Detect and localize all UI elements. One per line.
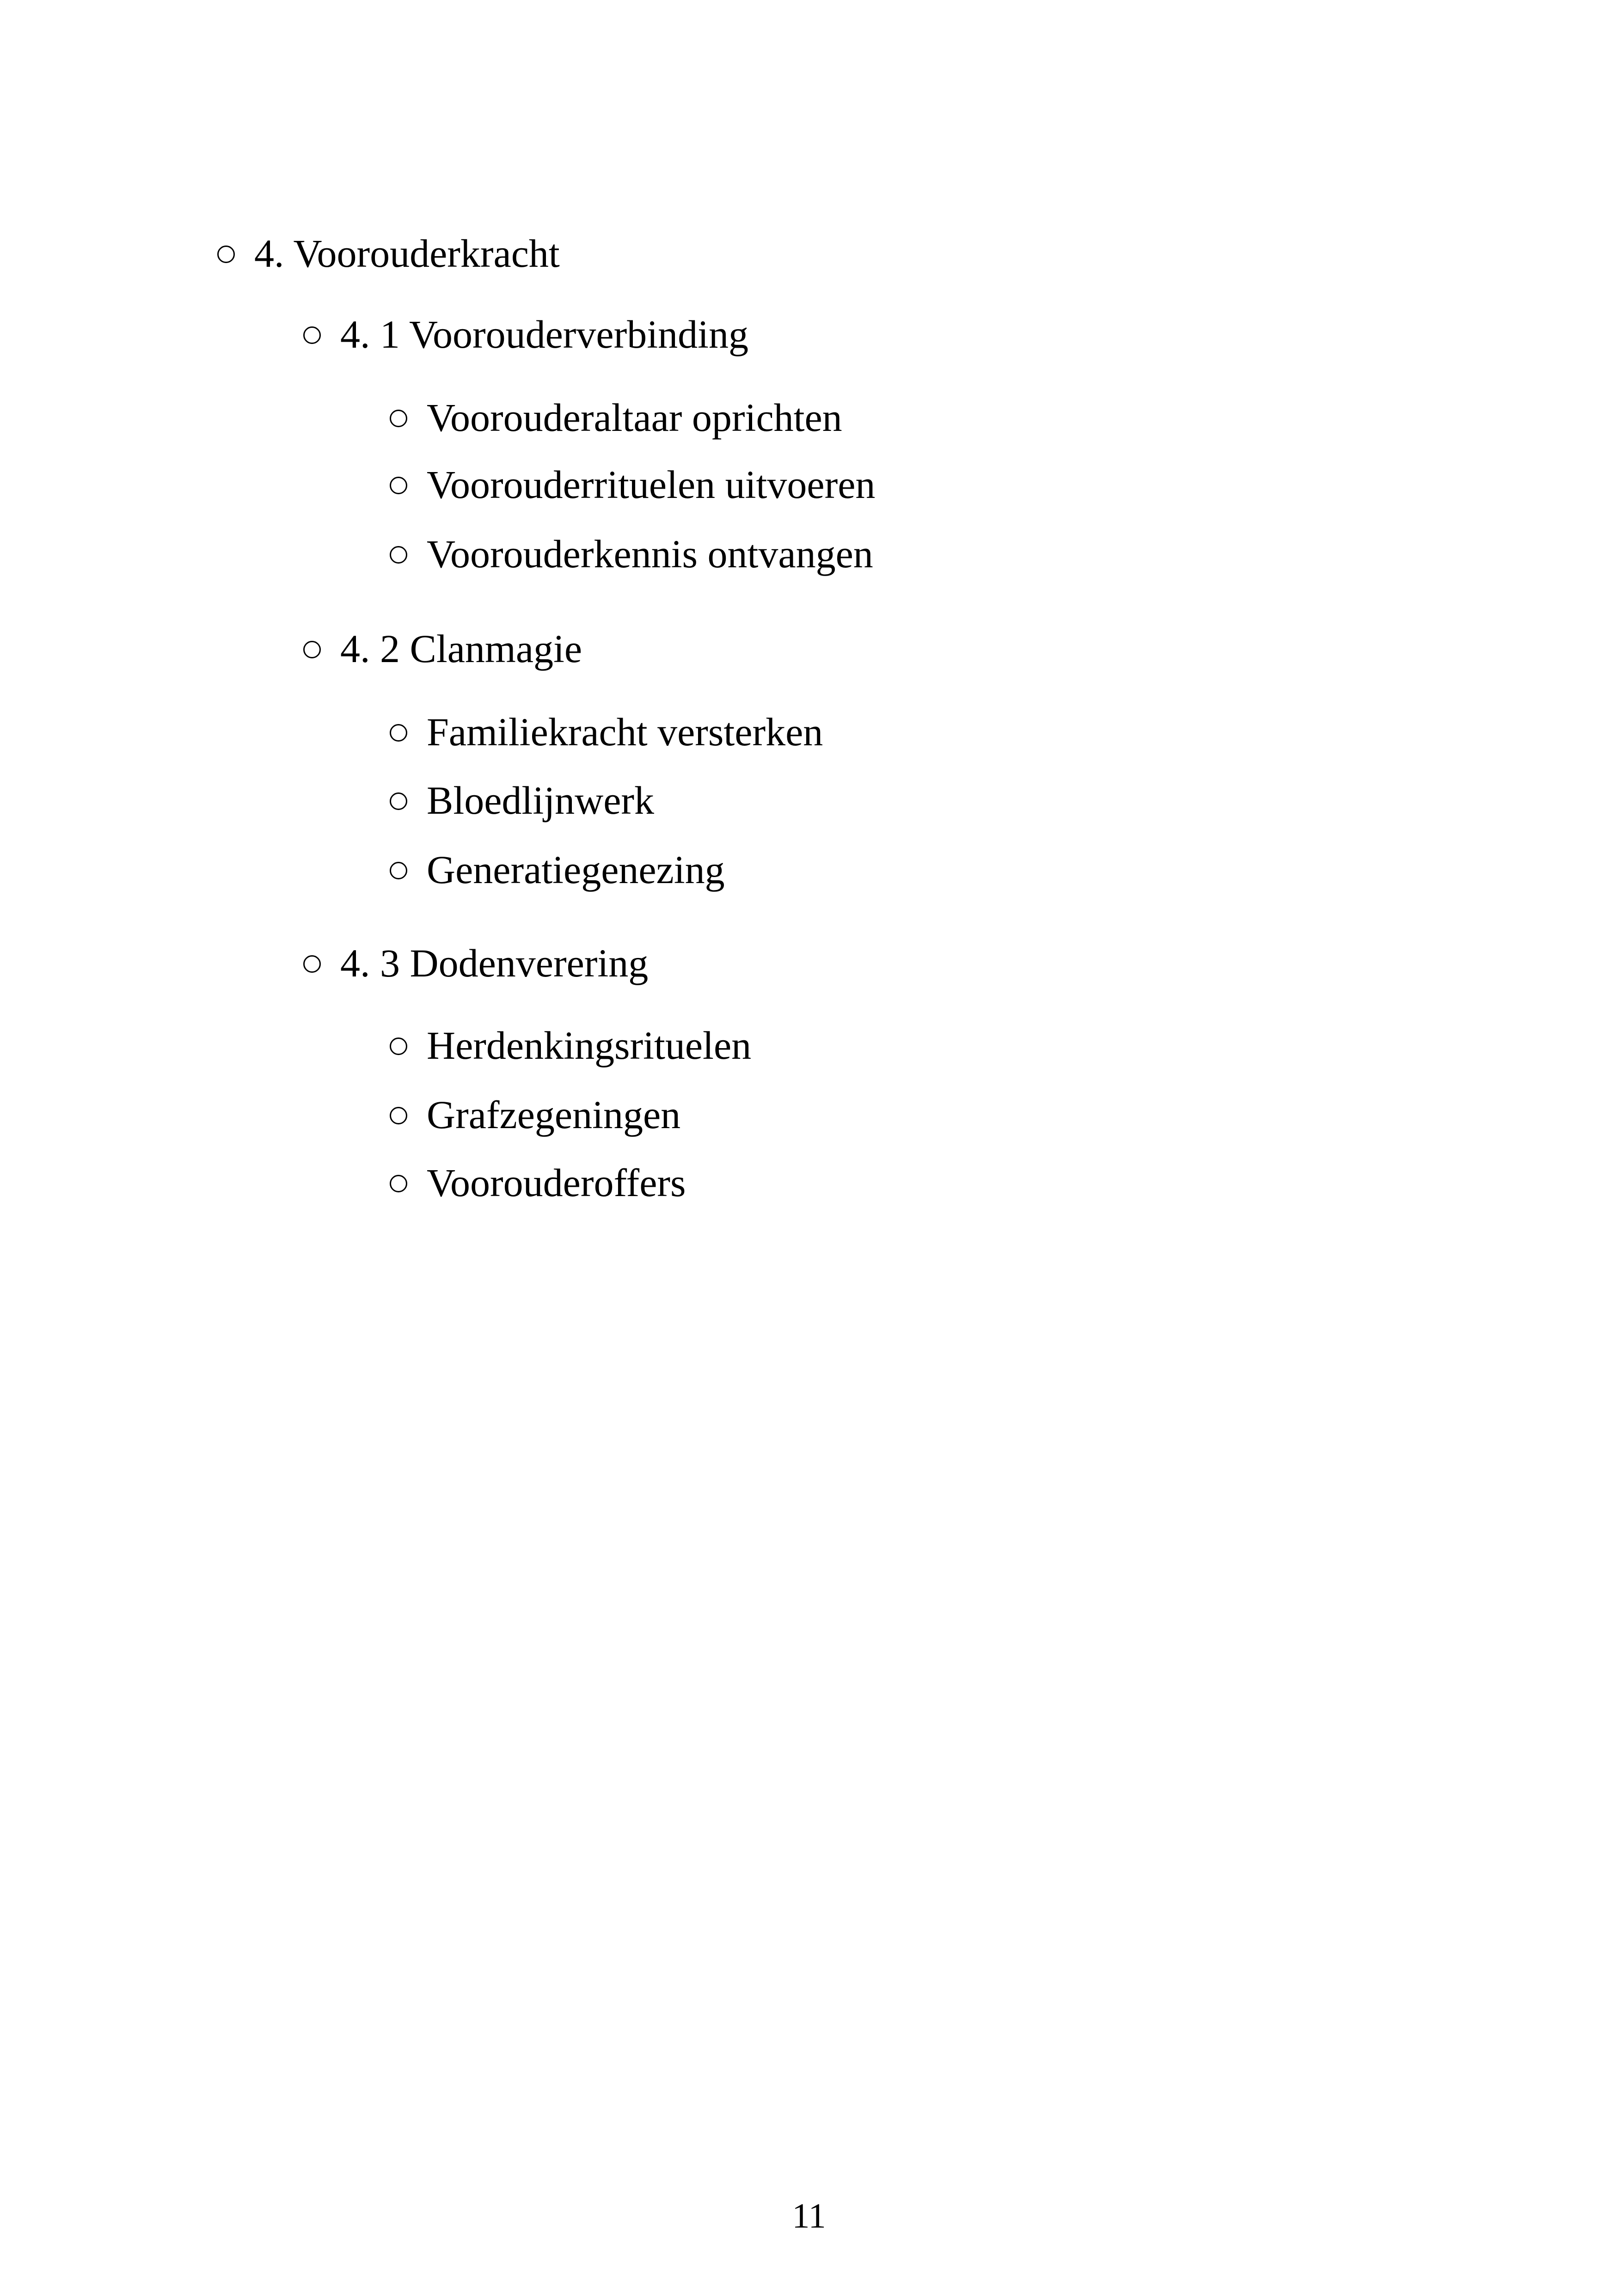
subsection-title: 4. 2 Clanmagie (340, 626, 582, 671)
hollow-bullet-icon (390, 1175, 407, 1192)
page-number: 11 (792, 2197, 826, 2235)
outline-item-label: Grafzegeningen (427, 1093, 681, 1137)
outline-item-label: Voorouderkennis ontvangen (427, 532, 873, 576)
hollow-bullet-icon (390, 792, 407, 810)
outline-item-label: Voorouderrituelen uitvoeren (427, 462, 876, 507)
hollow-bullet-icon (390, 477, 407, 494)
hollow-bullet-icon (390, 410, 407, 427)
hollow-bullet-icon (217, 246, 235, 263)
hollow-bullet-icon (390, 862, 407, 879)
outline-item-label: Generatiegenezing (427, 847, 725, 892)
outline-item-label: Herdenkingsrituelen (427, 1023, 752, 1068)
hollow-bullet-icon (303, 641, 321, 658)
hollow-bullet-icon (390, 546, 407, 564)
outline-item-label: Familiekracht versterken (427, 710, 823, 754)
outline-item-label: Bloedlijnwerk (427, 778, 655, 823)
subsection-title: 4. 3 Dodenverering (340, 941, 649, 985)
hollow-bullet-icon (303, 326, 321, 344)
outline-item-label: Voorouderoffers (427, 1160, 686, 1205)
outline-item-label: Voorouderaltaar oprichten (427, 395, 842, 440)
hollow-bullet-icon (390, 1107, 407, 1124)
hollow-bullet-icon (390, 724, 407, 742)
hollow-bullet-icon (390, 1037, 407, 1055)
section-title: 4. Voorouderkracht (254, 231, 560, 276)
hollow-bullet-icon (303, 955, 321, 973)
subsection-title: 4. 1 Voorouderverbinding (340, 312, 749, 356)
